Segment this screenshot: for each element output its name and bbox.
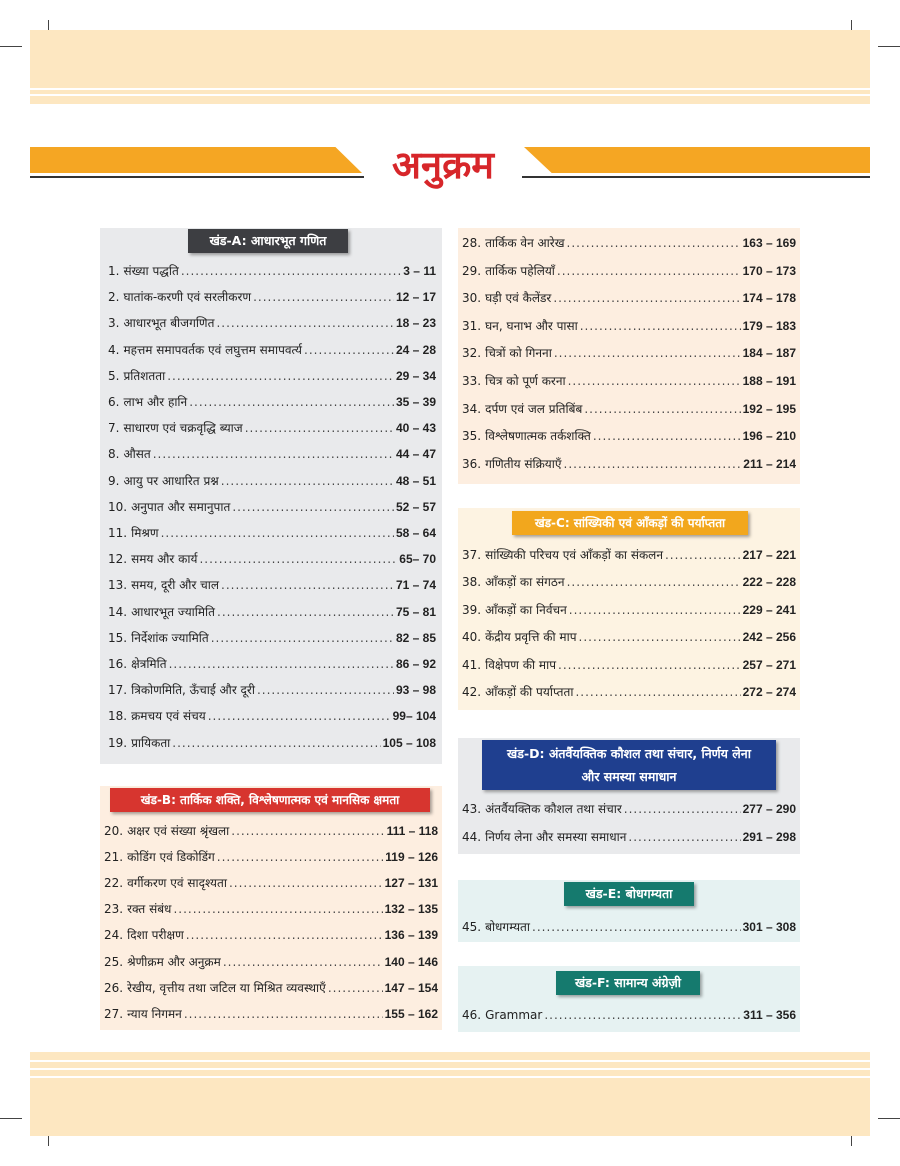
toc-leader-dots [221,474,394,488]
toc-entry[interactable] [462,427,796,444]
toc-entry-pages: 257 – 271 [742,657,796,672]
toc-entry-number: 23. [104,902,124,917]
toc-leader-dots [211,631,394,645]
toc-entry-pages: 3 – 11 [403,264,436,278]
toc-entry-number: 43. [462,802,482,816]
toc-entry-number: 44. [462,830,482,844]
toc-entry-title: अंतर्वैयक्तिक कौशल तथा संचार [485,802,622,816]
toc-entry-pages: 86 – 92 [395,657,436,671]
toc-entry-title: घातांक-करणी एवं सरलीकरण [123,290,252,305]
toc-leader-dots [553,291,740,305]
title-rule-left [30,176,364,178]
toc-entry-number: 11. [108,526,128,540]
toc-entry-title: प्रायिकता [131,735,171,750]
toc-entry[interactable] [104,979,438,996]
toc-entry-number: 42. [462,685,482,699]
toc-entry-pages: 52 – 57 [395,499,436,514]
toc-entry-number: 17. [108,683,128,698]
toc-entry[interactable] [462,455,796,472]
toc-entry-number: 7. [108,421,120,436]
toc-entry-pages: 132 – 135 [384,902,438,917]
toc-entry-title: अक्षर एवं संख्या श्रृंखला [127,824,230,838]
section-a-heading: खंड-A: आधारभूत गणित [188,229,348,253]
toc-entry[interactable] [462,546,796,563]
section-d-heading-line2: और समस्या समाधान [581,769,677,784]
toc-entry[interactable] [462,372,796,389]
toc-entry-pages: 196 – 210 [742,429,796,444]
toc-entry-pages: 174 – 178 [742,291,796,306]
toc-entry[interactable] [108,498,436,515]
toc-entry[interactable] [462,656,796,673]
toc-entry-pages: 217 – 221 [742,548,796,562]
toc-entry-number: 1. [108,264,120,278]
toc-entry[interactable] [462,918,796,935]
toc-entry-number: 35. [462,429,482,444]
toc-entry-number: 13. [108,578,128,593]
toc-entry[interactable] [108,734,436,751]
toc-entry-pages: 147 – 154 [384,980,438,995]
toc-entry-number: 30. [462,291,482,306]
toc-entry-title: क्षेत्रमिति [131,657,167,671]
toc-entry-number: 12. [108,552,128,567]
toc-entry-title: अनुपात और समानुपात [131,499,231,514]
toc-leader-dots [181,264,401,278]
toc-leader-dots [567,575,741,589]
toc-entry-pages: 71 – 74 [395,578,436,593]
toc-entry-pages: 222 – 228 [742,575,796,590]
toc-entry-title: लाभ और हानि [123,395,188,409]
toc-entry-number: 40. [462,630,482,645]
toc-entry-pages: 192 – 195 [742,401,796,416]
toc-entry[interactable] [108,393,436,410]
toc-entry-pages: 111 – 118 [386,824,438,838]
toc-entry-pages: 229 – 241 [742,602,796,617]
toc-entry-title: निर्णय लेना और समस्या समाधान [485,830,627,844]
toc-entry[interactable] [462,289,796,306]
toc-leader-dots [557,264,741,278]
toc-entry-number: 15. [108,630,128,645]
toc-entry[interactable] [108,655,436,672]
toc-leader-dots [564,457,742,471]
toc-leader-dots [253,290,394,304]
toc-entry[interactable] [462,828,796,845]
toc-leader-dots [558,658,741,672]
toc-leader-dots [221,578,394,592]
toc-entry-number: 36. [462,456,482,471]
toc-entry-title: विक्षेपण की माप [485,657,557,672]
toc-entry-title: कोडिंग एवं डिकोडिंग [127,850,215,865]
toc-entry-title: सांख्यिकी परिचय एवं आँकड़ों का संकलन [485,548,663,562]
toc-leader-dots [628,830,740,844]
toc-entry-number: 34. [462,401,482,416]
section-d-heading [482,740,776,790]
toc-entry-number: 5. [108,368,120,383]
toc-entry-number: 24. [104,928,124,943]
toc-entry-title: औसत [123,447,151,462]
toc-entry-number: 20. [104,824,124,838]
toc-entry-title: महत्तम समापवर्तक एवं लघुत्तम समापवर्त्य [123,342,302,357]
toc-entry-title: साधारण एवं चक्रवृद्धि ब्याज [123,421,243,436]
toc-leader-dots [579,630,741,644]
toc-entry-number: 46. [462,1008,482,1022]
toc-entry-pages: 40 – 43 [395,421,436,436]
top-band [30,30,870,104]
toc-entry-pages: 184 – 187 [742,346,796,361]
toc-leader-dots [569,603,741,617]
toc-entry-pages: 311 – 356 [743,1008,796,1022]
toc-entry-title: त्रिकोणमिति, ऊँचाई और दूरी [131,683,255,698]
toc-entry-title: घन, घनाभ और पासा [485,318,578,333]
toc-entry-number: 22. [104,876,124,891]
toc-entry[interactable] [108,262,436,279]
toc-entry-pages: 179 – 183 [742,318,796,333]
toc-entry-pages: 35 – 39 [395,395,436,409]
toc-entry-number: 39. [462,602,482,617]
toc-entry[interactable] [108,367,436,384]
toc-entry[interactable] [108,341,436,358]
toc-entry-title: संख्या पद्धति [123,264,179,278]
toc-entry-pages: 75 – 81 [395,604,436,619]
toc-entry[interactable] [462,683,796,700]
toc-leader-dots [554,346,741,360]
toc-leader-dots [184,1007,383,1021]
toc-entry[interactable] [108,681,436,698]
toc-entry[interactable] [104,953,438,970]
toc-entry-number: 19. [108,735,128,750]
toc-entry-pages: 163 – 169 [742,236,796,250]
toc-entry[interactable] [108,445,436,462]
toc-leader-dots [208,709,391,723]
toc-leader-dots [161,526,394,540]
toc-entry-pages: 24 – 28 [395,342,436,357]
toc-leader-dots [232,500,394,514]
toc-entry[interactable] [462,1008,796,1022]
toc-leader-dots [624,802,741,816]
toc-entry[interactable] [104,1005,438,1022]
toc-leader-dots [199,552,397,566]
toc-entry[interactable] [462,628,796,645]
crop-mark [878,46,900,47]
toc-entry-pages: 188 – 191 [742,374,796,388]
toc-entry-number: 4. [108,342,120,357]
toc-entry-title: विश्लेषणात्मक तर्कशक्ति [485,429,591,444]
toc-entry-title: वर्गीकरण एवं सादृश्यता [127,876,227,891]
section-e-heading: खंड-E: बोधगम्यता [564,882,694,906]
toc-entry[interactable] [462,601,796,618]
crop-mark [878,1118,900,1119]
toc-entry-number: 37. [462,548,482,562]
toc-leader-dots [216,316,394,330]
toc-entry-pages: 140 – 146 [384,954,438,969]
toc-entry[interactable] [108,603,436,620]
toc-entry-pages: 93 – 98 [395,683,436,698]
toc-entry-number: 38. [462,575,482,590]
toc-entry-pages: 29 – 34 [395,368,436,383]
toc-entry[interactable] [104,900,438,917]
toc-entry-title: रक्त संबंध [127,902,172,917]
toc-leader-dots [257,683,394,697]
crop-mark [0,1118,22,1119]
toc-entry-title: चित्र को पूर्ण करना [485,374,566,388]
section-b-heading: खंड-B: तार्किक शक्ति, विश्लेषणात्मक एवं मानसिक क्षमता [110,788,430,812]
toc-entry-title: चित्रों को गिनना [485,346,552,361]
toc-entry[interactable] [462,344,796,361]
toc-entry-pages: 18 – 23 [395,316,436,331]
section-d-heading-line1: खंड-D: अंतर्वैयक्तिक कौशल तथा संचार, निर्णय लेना [507,746,751,761]
toc-entry[interactable] [462,573,796,590]
toc-leader-dots [328,981,383,995]
toc-entry-pages: 136 – 139 [384,928,438,943]
toc-entry-number: 33. [462,374,482,388]
toc-entry-pages: 170 – 173 [742,263,796,278]
toc-entry-number: 6. [108,395,120,409]
toc-entry-number: 21. [104,850,124,865]
toc-entry-number: 8. [108,447,120,462]
toc-leader-dots [217,850,383,864]
toc-entry-number: 28. [462,236,482,250]
toc-entry-number: 32. [462,346,482,361]
toc-entry-title: दर्पण एवं जल प्रतिबिंब [485,401,583,416]
toc-entry-title: समय, दूरी और चाल [131,578,220,593]
toc-leader-dots [169,657,394,671]
toc-leader-dots [567,236,741,250]
toc-entry-number: 45. [462,920,482,934]
toc-entry[interactable] [108,288,436,305]
toc-entry-title: निर्देशांक ज्यामिति [131,630,209,645]
toc-leader-dots [245,421,394,435]
toc-entry-pages: 44 – 47 [395,447,436,462]
title-bar-right [524,147,870,173]
toc-entry-number: 2. [108,290,120,305]
toc-entry-number: 41. [462,657,482,672]
toc-entry-title: क्रमचय एवं संचय [131,709,206,724]
toc-entry-pages: 99– 104 [392,709,436,724]
toc-entry-pages: 211 – 214 [743,456,796,471]
toc-leader-dots [593,429,741,443]
toc-entry-title: तार्किक पहेलियाँ [485,263,555,278]
toc-entry-title: बोधगम्यता [485,920,530,934]
toc-entry-title: समय और कार्य [131,552,198,567]
section-c-heading: खंड-C: सांख्यिकी एवं आँकड़ों की पर्याप्तता [512,511,748,535]
toc-entry-title: मिश्रण [131,526,159,540]
toc-entry-pages: 301 – 308 [742,920,796,934]
toc-entry-number: 25. [104,954,124,969]
toc-leader-dots [223,955,383,969]
toc-entry[interactable] [462,800,796,817]
toc-leader-dots [229,876,383,890]
toc-entry-pages: 58 – 64 [395,526,436,540]
section-f-heading: खंड-F: सामान्य अंग्रेज़ी [556,971,700,995]
toc-leader-dots [580,319,741,333]
toc-entry-pages: 12 – 17 [395,290,436,305]
toc-entry-number: 16. [108,657,128,671]
toc-entry-number: 29. [462,263,482,278]
toc-entry-title: आधारभूत ज्यामिति [131,604,216,619]
toc-entry-title: आँकड़ों का निर्वचन [485,602,567,617]
toc-leader-dots [568,374,741,388]
toc-entry-title: Grammar [485,1008,543,1022]
toc-leader-dots [172,736,380,750]
toc-entry-pages: 291 – 298 [742,830,796,844]
toc-entry-number: 10. [108,499,128,514]
toc-leader-dots [532,920,741,934]
toc-entry-title: श्रेणीक्रम और अनुक्रम [127,954,221,969]
toc-entry[interactable] [108,524,436,541]
page-title: अनुक्रम [391,143,495,187]
toc-entry[interactable] [108,550,436,567]
title-rule-right [522,176,870,178]
toc-entry[interactable] [462,400,796,417]
toc-entry-title: रेखीय, वृत्तीय तथा जटिल या मिश्रित व्यवस्थाएँ [127,980,326,995]
toc-leader-dots [304,343,394,357]
toc-entry-number: 27. [104,1006,124,1021]
title-bar-left [30,147,362,173]
toc-entry-pages: 277 – 290 [742,802,796,816]
toc-entry-pages: 82 – 85 [395,630,436,645]
toc-entry-title: आयु पर आधारित प्रश्न [123,473,219,488]
toc-entry-pages: 127 – 131 [384,876,438,891]
toc-entry[interactable] [108,419,436,436]
toc-entry-pages: 242 – 256 [742,630,796,645]
toc-entry-title: आँकड़ों का संगठन [485,575,565,590]
toc-entry-title: केंद्रीय प्रवृत्ति की माप [485,630,577,645]
toc-entry-number: 26. [104,980,124,995]
toc-entry-number: 31. [462,318,482,333]
toc-entry-title: आँकड़ों की पर्याप्तता [485,685,574,699]
toc-leader-dots [544,1008,741,1022]
toc-entry-pages: 105 – 108 [382,735,436,750]
toc-entry-title: गणितीय संक्रियाएँ [485,456,562,471]
toc-leader-dots [167,369,394,383]
toc-entry-pages: 65– 70 [399,552,436,567]
toc-entry-number: 3. [108,316,120,331]
toc-entry[interactable] [462,234,796,251]
toc-entry-number: 14. [108,604,128,619]
toc-entry-number: 18. [108,709,128,724]
toc-entry-title: तार्किक वेन आरेख [485,236,565,250]
toc-entry[interactable] [104,822,438,839]
toc-entry-title: आधारभूत बीजगणित [123,316,215,331]
toc-leader-dots [173,902,382,916]
toc-entry-number: 9. [108,473,120,488]
toc-entry[interactable] [108,576,436,593]
toc-entry-pages: 119 – 126 [385,850,438,865]
toc-leader-dots [231,824,384,838]
toc-entry[interactable] [462,262,796,279]
toc-entry[interactable] [108,707,436,724]
toc-leader-dots [189,395,394,409]
toc-entry-pages: 48 – 51 [395,473,436,488]
toc-entry[interactable] [108,472,436,489]
toc-entry-title: न्याय निगमन [127,1006,182,1021]
toc-entry-title: दिशा परीक्षण [127,928,184,943]
toc-entry[interactable] [104,874,438,891]
toc-leader-dots [186,928,383,942]
crop-mark [0,46,22,47]
toc-entry[interactable] [462,317,796,334]
toc-entry-pages: 155 – 162 [384,1006,438,1021]
toc-entry[interactable] [104,848,438,865]
toc-entry[interactable] [108,629,436,646]
toc-entry[interactable] [108,314,436,331]
toc-leader-dots [575,685,740,699]
toc-entry-pages: 272 – 274 [742,685,796,699]
toc-leader-dots [217,605,394,619]
toc-entry[interactable] [104,926,438,943]
toc-leader-dots [584,402,740,416]
toc-entry-title: घड़ी एवं कैलेंडर [485,291,552,306]
toc-leader-dots [665,548,741,562]
toc-leader-dots [153,447,394,461]
bottom-band [30,1052,870,1136]
toc-entry-title: प्रतिशतता [123,368,166,383]
